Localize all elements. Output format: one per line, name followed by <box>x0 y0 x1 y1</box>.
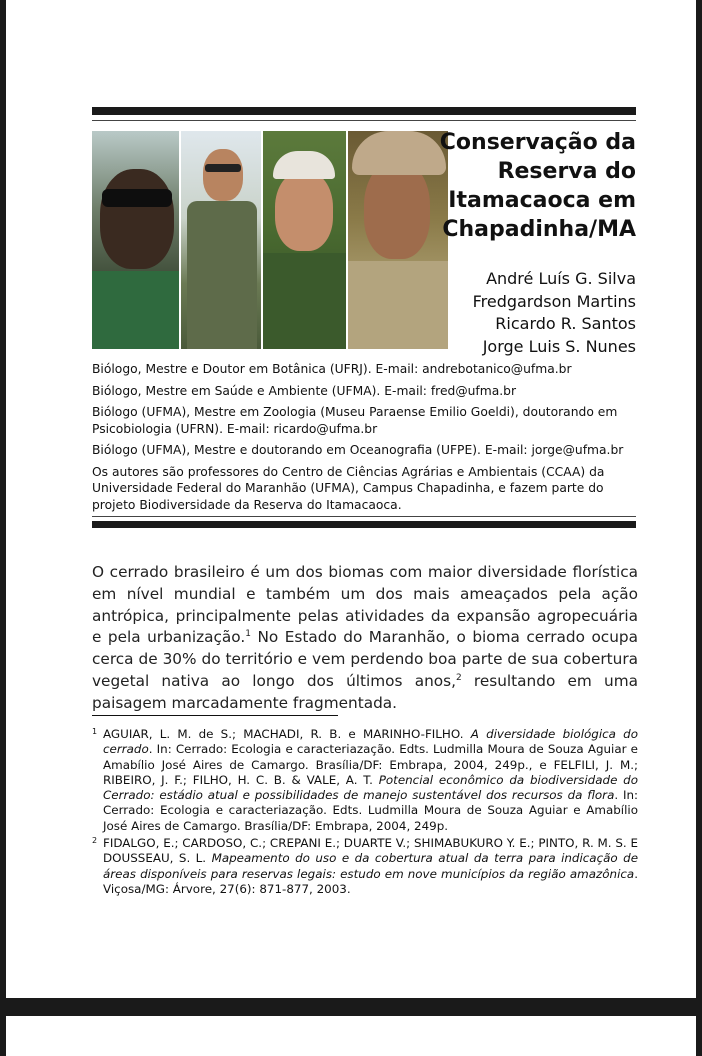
author-list <box>396 268 636 358</box>
header-rule <box>92 107 636 115</box>
author-photo-3 <box>263 131 346 349</box>
footnote-ref: 1 <box>245 629 251 640</box>
author-name: Jorge Luis S. Nunes <box>482 336 636 356</box>
title-line: Itamacaoca em <box>448 188 636 213</box>
header-thin-rule <box>92 120 636 121</box>
authors-note: Os autores são professores do Centro de Ciências Agrárias e Ambientais (CCAA) da Universidade Federal do Maranhão (UFMA), Campus Chapadinha, e fazem parte do projeto Biodiversidade da Reserva do Itamacaoca. <box>92 464 605 512</box>
footnote-number: 1 <box>92 727 98 736</box>
author-name: Fredgardson Martins <box>472 291 636 311</box>
footnote: 2 FIDALGO, E.; CARDOSO, C.; CREPANI E.; DUARTE V.; SHIMABUKURO Y. E.; PINTO, R. M. S. E DOUSSEAU, S. L. Mapeamento do uso e da cobertura atual da terra para indicação de áreas disponíveis para reservas legais: estudo em nove municípios da região amazônica. Viçosa/MG: Árvore, 27(6): 871-877, 2003. <box>92 836 638 897</box>
title-line: Conservação da <box>439 130 636 155</box>
author-photo-2 <box>181 131 261 349</box>
next-page <box>6 1016 696 1056</box>
section-thin-rule <box>92 516 636 517</box>
author-photo-1 <box>92 131 179 349</box>
footnotes <box>92 727 638 899</box>
section-rule <box>92 521 636 528</box>
document-page <box>6 0 696 998</box>
footnote: 1 AGUIAR, L. M. de S.; MACHADI, R. B. e MARINHO-FILHO. A diversidade biológica do cerrado. In: Cerrado: Ecologia e caracteriazação. Edts. Ludmilla Moura de Souza Aguiar e Amabílio José Aires de Camargo. Brasília/DF: Embrapa, 2004, 249p., e FELFILI, J. M.; RIBEIRO, J. F.; FILHO, H. C. B. & VALE, A. T. Potencial econômico da biodiversidade do Cerrado: estádio atual e possibilidades de manejo sustentável dos recursos da flora. In: Cerrado: Ecologia e caracteriazação. Edts. Ludmilla Moura de Souza Aguiar e Amabílio José Aires de Camargo. Brasília/DF: Embrapa, 2004, 249p. <box>92 727 638 834</box>
intro-paragraph: O cerrado brasileiro é um dos biomas com maior diversidade florística em nível mundial e também um dos mais ameaçados pela ação antrópica, principalmente pelas atividades da expansão agropecuária e pela urbanização.$^1$ No Estado do Maranhão, o bioma cerrado ocupa cerca de 30% do território e vem perdendo boa parte de sua cobertura vegetal nativa ao longo dos últimos anos,$^2$ resultando em uma paisagem marcadamente fragmentada. <box>92 563 638 712</box>
author-photos <box>92 131 448 349</box>
affiliations <box>92 361 638 518</box>
author-name: Ricardo R. Santos <box>495 314 636 333</box>
footnote-number: 2 <box>92 836 98 846</box>
author-name: André Luís G. Silva <box>486 269 636 288</box>
title-line: Chapadinha/MA <box>442 217 636 242</box>
title-line: Reserva do <box>497 159 636 184</box>
footnote-ref: 2 <box>455 672 462 683</box>
affiliation: Biólogo, Mestre e Doutor em Botânica (UFRJ). E-mail: andrebotanico@ufma.br <box>92 362 572 376</box>
affiliation: Biólogo (UFMA), Mestre em Zoologia (Museu Paraense Emilio Goeldi), doutorando em Psicobiologia (UFRN). E-mail: ricardo@ufma.br <box>92 405 618 436</box>
footnote-rule <box>92 715 338 716</box>
affiliation: Biólogo (UFMA), Mestre e doutorando em Oceanografia (UFPE). E-mail: jorge@ufma.br <box>92 443 624 457</box>
article-title <box>406 128 636 244</box>
affiliation: Biólogo, Mestre em Saúde e Ambiente (UFMA). E-mail: fred@ufma.br <box>92 383 517 398</box>
